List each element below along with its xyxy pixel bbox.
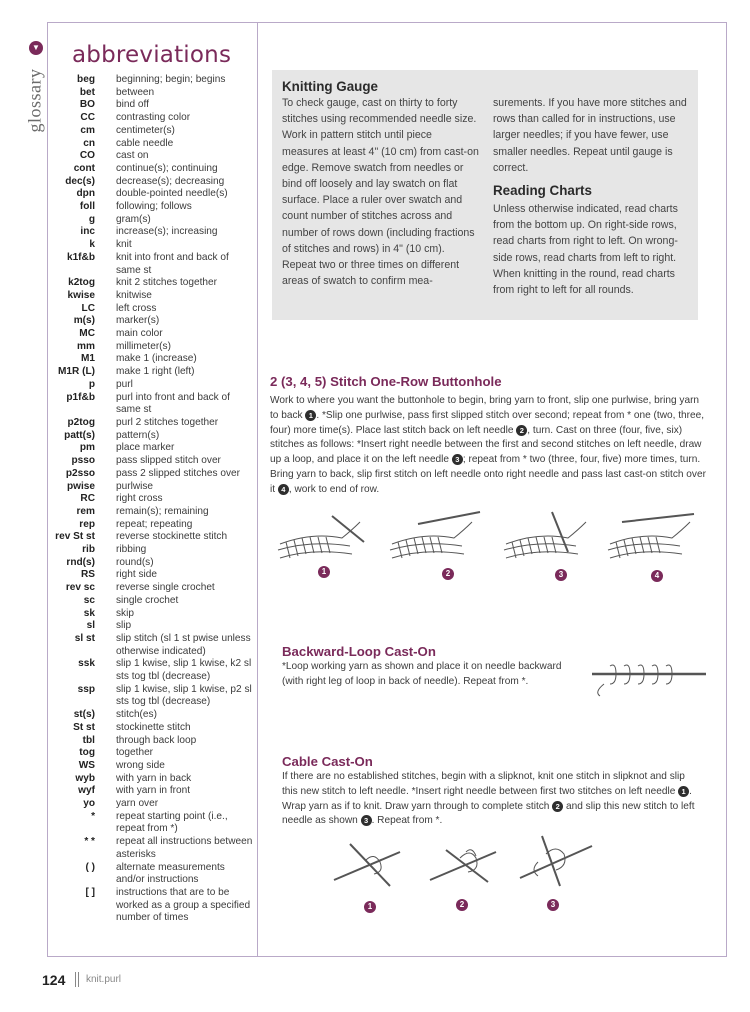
abbreviation-row bbox=[48, 252, 253, 277]
abbreviation-row bbox=[48, 163, 253, 176]
abbreviation-term: beg bbox=[77, 74, 95, 85]
step-badge-3: 3 bbox=[452, 454, 463, 465]
abbreviation-row bbox=[48, 722, 253, 735]
abbreviation-term: rev sc bbox=[65, 582, 95, 594]
abbreviation-definition: pass slipped stitch over bbox=[116, 455, 221, 467]
abbreviation-definition: millimeter(s) bbox=[116, 340, 171, 352]
abbreviation-row bbox=[48, 468, 253, 481]
abbreviation-definition: repeat all instructions between asterisks bbox=[116, 836, 253, 860]
abbreviation-term: CC bbox=[80, 112, 95, 124]
abbreviation-row bbox=[48, 315, 253, 328]
abbreviation-row bbox=[48, 633, 253, 658]
cable-cast-on-text-1: If there are no established stitches, begin with a slipknot, knit one stitch in slipknot and slip this new stitch to left needle. *Insert right needle between first two stitches on left needle bbox=[282, 771, 685, 797]
abbreviation-row bbox=[48, 582, 253, 595]
abbreviation-term: rnd(s) bbox=[66, 556, 95, 568]
abbreviation-row bbox=[48, 544, 253, 557]
abbreviation-definition: remain(s); remaining bbox=[116, 505, 209, 517]
abbreviation-row bbox=[48, 862, 253, 887]
abbreviation-term: kwise bbox=[67, 289, 95, 301]
cable-badge-1: 1 bbox=[678, 786, 689, 797]
abbreviation-row bbox=[48, 493, 253, 506]
abbreviation-definition: purl 2 stitches together bbox=[116, 416, 219, 428]
frame-right-rule bbox=[726, 22, 727, 957]
abbreviation-row bbox=[48, 150, 253, 163]
cable-cast-on-text-3: and slip this new stitch to left needle as shown bbox=[282, 800, 695, 827]
buttonhole-text-5: , work to end of row. bbox=[288, 483, 380, 495]
abbreviation-term: sl st bbox=[74, 632, 95, 644]
abbreviation-term: BO bbox=[79, 99, 95, 111]
abbreviation-definition: knitwise bbox=[116, 289, 152, 301]
buttonhole-text-1: Work to where you want the buttonhole to begin, bring yarn to front, slip one purlwise, bring yarn to back bbox=[270, 395, 700, 421]
cable-badge-3: 3 bbox=[361, 815, 372, 826]
cable-cast-on-illustration bbox=[330, 830, 610, 894]
abbreviation-definition: centimeter(s) bbox=[116, 124, 175, 136]
abbreviation-row bbox=[48, 481, 253, 494]
abbreviation-row bbox=[48, 87, 253, 100]
abbreviation-definition: through back loop bbox=[116, 734, 197, 746]
abbreviation-definition: make 1 (increase) bbox=[116, 353, 197, 365]
abbreviation-term: cont bbox=[73, 162, 95, 174]
abbreviation-row bbox=[48, 125, 253, 138]
abbreviation-term: CO bbox=[79, 150, 95, 162]
abbreviation-definition: reverse stockinette stitch bbox=[116, 531, 228, 543]
abbreviation-term: ( ) bbox=[85, 861, 95, 873]
abbreviation-definition: slip stitch (sl 1 st pwise unless otherwise indicated) bbox=[116, 632, 251, 657]
abbreviation-term: rev St st bbox=[55, 531, 95, 543]
abbreviation-term: tog bbox=[79, 747, 95, 759]
abbreviation-term: cm bbox=[80, 124, 95, 136]
abbreviation-definition: main color bbox=[116, 328, 163, 340]
abbreviation-definition: wrong side bbox=[116, 759, 165, 771]
abbreviation-term: patt(s) bbox=[64, 429, 95, 441]
abbreviation-row bbox=[48, 188, 253, 201]
abbreviation-row bbox=[48, 328, 253, 341]
abbreviation-term: pm bbox=[79, 442, 95, 454]
abbreviation-term: rem bbox=[76, 505, 95, 517]
abbreviation-term: dec(s) bbox=[65, 175, 95, 187]
abbreviation-definition: purl bbox=[116, 378, 133, 390]
glossary-label: glossary bbox=[24, 68, 45, 133]
abbreviation-row bbox=[48, 99, 253, 112]
abbreviation-term: m(s) bbox=[73, 315, 95, 327]
abbreviation-definition: knit into front and back of same st bbox=[116, 251, 229, 276]
page-number: 124 bbox=[42, 972, 66, 988]
abbreviation-term: cn bbox=[83, 137, 95, 149]
abbreviation-term: st(s) bbox=[73, 709, 95, 721]
abbreviation-definition: repeat starting point (i.e., repeat from *) bbox=[116, 810, 228, 835]
abbreviation-term: LC bbox=[81, 302, 95, 314]
gauge-title: Knitting Gauge bbox=[282, 79, 378, 94]
abbreviation-term: inc bbox=[80, 226, 95, 238]
cable-badge-2: 2 bbox=[552, 801, 563, 812]
cable-cast-on-title: Cable Cast-On bbox=[282, 754, 373, 769]
abbreviation-definition: reverse single crochet bbox=[116, 582, 215, 594]
abbreviation-definition: purl into front and back of same st bbox=[116, 391, 230, 416]
footer-divider bbox=[75, 972, 76, 987]
cable-step-1: 1 bbox=[364, 901, 376, 913]
abbreviation-term: [ ] bbox=[85, 887, 95, 898]
abbreviation-definition: slip bbox=[116, 620, 132, 632]
abbreviation-row bbox=[48, 519, 253, 532]
abbreviation-row bbox=[48, 684, 253, 709]
abbreviation-row bbox=[48, 239, 253, 252]
abbreviation-row bbox=[48, 455, 253, 468]
cable-cast-on-text bbox=[282, 770, 702, 829]
abbreviation-term: p bbox=[88, 378, 95, 390]
abbreviation-row bbox=[48, 430, 253, 443]
abbreviation-definition: knit bbox=[116, 239, 132, 251]
abbreviation-row bbox=[48, 760, 253, 773]
cable-cast-on-text-4: . Repeat from *. bbox=[371, 815, 443, 827]
abbreviation-definition: together bbox=[116, 747, 154, 759]
abbreviation-row bbox=[48, 811, 253, 836]
column-divider bbox=[257, 22, 258, 957]
gauge-text-left: To check gauge, cast on thirty to forty stitches using recommended needle size. Work in pattern stitch until piece measures at least 4" (10 cm) from cast-on edge. Remove swatch from needles or bind off loosely and lay swatch on flat surface. Place a ruler over swatch and count number of stitches across and number of rows down (including fractions of stitches and rows) in 4" (10 cm). Repeat two or three times on different areas of swatch to confirm mea- bbox=[282, 97, 479, 288]
abbreviation-definition: right side bbox=[116, 569, 157, 581]
abbreviation-term: p1f&b bbox=[66, 391, 95, 403]
buttonhole-step-1: 1 bbox=[318, 566, 330, 578]
abbreviation-term: sl bbox=[86, 620, 95, 632]
buttonhole-text-4: ; repeat from * two (three, four, five) more times, turn. Bring yarn to back, slip first stitch on left needle onto right needle and pass last cast-on stitch over it bbox=[270, 454, 706, 495]
abbreviation-row bbox=[48, 392, 253, 417]
abbreviation-term: M1 bbox=[80, 353, 95, 365]
abbreviation-row bbox=[48, 176, 253, 189]
abbreviation-row bbox=[48, 747, 253, 760]
abbreviation-definition: marker(s) bbox=[116, 315, 160, 327]
abbreviation-row bbox=[48, 341, 253, 354]
abbreviation-term: foll bbox=[79, 201, 95, 213]
abbreviation-row bbox=[48, 658, 253, 683]
abbreviation-definition: pass 2 slipped stitches over bbox=[116, 467, 240, 479]
abbreviation-definition: knit 2 stitches together bbox=[116, 277, 217, 289]
abbreviation-term: yo bbox=[83, 798, 95, 810]
abbreviation-term: p2tog bbox=[67, 416, 95, 428]
abbreviation-definition: stitch(es) bbox=[116, 709, 157, 721]
buttonhole-title: 2 (3, 4, 5) Stitch One-Row Buttonhole bbox=[270, 374, 502, 389]
abbreviation-definition: place marker bbox=[116, 442, 175, 454]
abbreviation-row bbox=[48, 226, 253, 239]
abbreviation-term: ssp bbox=[77, 683, 95, 695]
abbreviation-definition: stockinette stitch bbox=[116, 721, 191, 733]
abbreviation-definition: decrease(s); decreasing bbox=[116, 175, 225, 187]
abbreviation-row bbox=[48, 303, 253, 316]
abbreviation-definition: make 1 right (left) bbox=[116, 366, 195, 378]
buttonhole-step-3: 3 bbox=[555, 569, 567, 581]
frame-bottom-rule bbox=[47, 956, 727, 957]
abbreviation-definition: cast on bbox=[116, 150, 149, 162]
abbreviation-definition: increase(s); increasing bbox=[116, 226, 218, 238]
abbreviation-row bbox=[48, 836, 253, 861]
step-badge-4: 4 bbox=[278, 484, 289, 495]
abbreviation-term: ssk bbox=[78, 658, 95, 670]
step-badge-2: 2 bbox=[516, 425, 527, 436]
buttonhole-step-2: 2 bbox=[442, 568, 454, 580]
abbreviation-row bbox=[48, 569, 253, 582]
abbreviation-term: RC bbox=[80, 493, 95, 505]
backward-loop-text: *Loop working yarn as shown and place it on needle backward (with right leg of loop in back of needle). Repeat from *. bbox=[282, 661, 562, 687]
frame-top-rule bbox=[47, 22, 727, 23]
abbreviation-definition: slip 1 kwise, slip 1 kwise, k2 sl sts tog tbl (decrease) bbox=[116, 658, 252, 683]
abbreviation-term: wyb bbox=[75, 772, 95, 784]
abbreviation-row bbox=[48, 214, 253, 227]
cable-step-3: 3 bbox=[547, 899, 559, 911]
abbreviation-term: g bbox=[88, 213, 95, 225]
step-badge-1: 1 bbox=[305, 410, 316, 421]
abbreviation-term: k bbox=[89, 239, 95, 251]
abbreviation-row bbox=[48, 506, 253, 519]
abbreviation-term: WS bbox=[78, 759, 95, 771]
abbreviation-term: M1R (L) bbox=[57, 366, 95, 378]
buttonhole-text-3: , turn. Cast on three (four, five, six) stitches as follows: *Insert right needle between the first and second stitches on left needle, draw up a loop, and place it on the left needle bbox=[270, 424, 702, 466]
abbreviation-definition: gram(s) bbox=[116, 213, 151, 225]
abbreviation-definition: continue(s); continuing bbox=[116, 162, 218, 174]
cable-cast-on-text-2: . Wrap yarn as if to knit. Draw yarn through to complete stitch bbox=[282, 785, 692, 812]
abbreviation-definition: with yarn in back bbox=[116, 772, 192, 784]
abbreviations-title: abbreviations bbox=[72, 42, 232, 68]
abbreviation-definition: bind off bbox=[116, 99, 149, 111]
gauge-box bbox=[272, 70, 698, 320]
abbreviation-term: sk bbox=[83, 607, 95, 619]
abbreviation-row bbox=[48, 201, 253, 214]
buttonhole-text bbox=[270, 394, 706, 498]
abbreviation-row bbox=[48, 735, 253, 748]
publication-name: knit.purl bbox=[86, 974, 122, 985]
abbreviation-row bbox=[48, 773, 253, 786]
abbreviation-definition: following; follows bbox=[116, 201, 192, 213]
gauge-text-right: surements. If you have more stitches and rows than called for in instructions, use larger needles; if you have fewer, use smaller needles. Repeat until gauge is correct. bbox=[493, 97, 687, 174]
abbreviation-term: psso bbox=[71, 455, 95, 467]
abbreviation-definition: beginning; begin; begins bbox=[116, 74, 226, 85]
abbreviation-term: wyf bbox=[78, 785, 95, 797]
abbreviation-row bbox=[48, 709, 253, 722]
abbreviation-row bbox=[48, 620, 253, 633]
abbreviation-row bbox=[48, 112, 253, 125]
abbreviation-row bbox=[48, 277, 253, 290]
abbreviation-definition: single crochet bbox=[116, 594, 179, 606]
abbreviation-row bbox=[48, 138, 253, 151]
abbreviation-term: rib bbox=[82, 544, 95, 556]
abbreviation-row bbox=[48, 353, 253, 366]
abbreviation-definition: yarn over bbox=[116, 798, 159, 810]
chevron-down-icon: ▼ bbox=[29, 41, 43, 55]
abbreviation-row bbox=[48, 74, 253, 87]
backward-loop-illustration bbox=[590, 654, 710, 698]
charts-title: Reading Charts bbox=[493, 183, 592, 198]
abbreviation-definition: skip bbox=[116, 607, 134, 619]
abbreviation-row bbox=[48, 798, 253, 811]
abbreviations-list bbox=[48, 74, 253, 925]
abbreviation-row bbox=[48, 557, 253, 570]
abbreviation-definition: cable needle bbox=[116, 137, 174, 149]
abbreviation-term: bet bbox=[79, 86, 95, 98]
abbreviation-row bbox=[48, 366, 253, 379]
abbreviation-term: * bbox=[91, 810, 95, 822]
abbreviation-term: St st bbox=[73, 721, 95, 733]
abbreviation-row bbox=[48, 531, 253, 544]
abbreviation-definition: slip 1 kwise, slip 1 kwise, p2 sl sts tog tbl (decrease) bbox=[116, 683, 252, 708]
abbreviation-term: tbl bbox=[82, 734, 95, 746]
abbreviation-row bbox=[48, 417, 253, 430]
abbreviation-definition: left cross bbox=[116, 302, 157, 314]
abbreviation-definition: pattern(s) bbox=[116, 429, 160, 441]
abbreviation-term: k2tog bbox=[68, 277, 95, 289]
abbreviation-definition: contrasting color bbox=[116, 112, 191, 124]
abbreviation-term: * * bbox=[84, 836, 95, 848]
abbreviation-definition: ribbing bbox=[116, 544, 147, 556]
abbreviation-definition: between bbox=[116, 86, 155, 98]
abbreviation-term: sc bbox=[83, 594, 95, 606]
abbreviation-term: rep bbox=[79, 518, 95, 530]
abbreviation-term: pwise bbox=[66, 480, 95, 492]
abbreviation-row bbox=[48, 608, 253, 621]
abbreviation-definition: repeat; repeating bbox=[116, 518, 193, 530]
abbreviation-definition: round(s) bbox=[116, 556, 154, 568]
buttonhole-illustration bbox=[272, 502, 702, 572]
buttonhole-text-2: . *Slip one purlwise, pass first slipped stitch over second; repeat from * one (two, three, four) more time(s). Place last stitch back on left needle bbox=[270, 409, 705, 436]
abbreviation-term: dpn bbox=[76, 188, 95, 200]
abbreviation-row bbox=[48, 290, 253, 303]
abbreviation-definition: instructions that are to be worked as a group a specified number of times bbox=[116, 887, 251, 924]
abbreviation-definition: right cross bbox=[116, 493, 163, 505]
footer-divider bbox=[78, 972, 79, 987]
cable-step-2: 2 bbox=[456, 899, 468, 911]
abbreviation-row bbox=[48, 442, 253, 455]
backward-loop-title: Backward-Loop Cast-On bbox=[282, 644, 436, 659]
abbreviation-term: k1f&b bbox=[66, 251, 95, 263]
abbreviation-row bbox=[48, 887, 253, 925]
abbreviation-term: RS bbox=[80, 569, 95, 581]
glossary-tab bbox=[24, 38, 48, 138]
abbreviation-term: p2sso bbox=[65, 467, 95, 479]
abbreviation-row bbox=[48, 379, 253, 392]
abbreviation-row bbox=[48, 785, 253, 798]
abbreviation-term: MC bbox=[79, 328, 95, 340]
abbreviation-definition: purlwise bbox=[116, 480, 154, 492]
abbreviation-definition: double-pointed needle(s) bbox=[116, 188, 228, 200]
abbreviation-definition: alternate measurements and/or instructions bbox=[116, 861, 225, 886]
charts-text: Unless otherwise indicated, read charts from the bottom up. On right-side rows, read charts from right to left. On wrong-side rows, read charts from left to right. When knitting in the round, read charts from right to left for all rounds. bbox=[493, 203, 678, 297]
abbreviation-row bbox=[48, 595, 253, 608]
abbreviation-definition: with yarn in front bbox=[116, 785, 191, 797]
buttonhole-step-4: 4 bbox=[651, 570, 663, 582]
abbreviation-term: mm bbox=[77, 340, 95, 352]
